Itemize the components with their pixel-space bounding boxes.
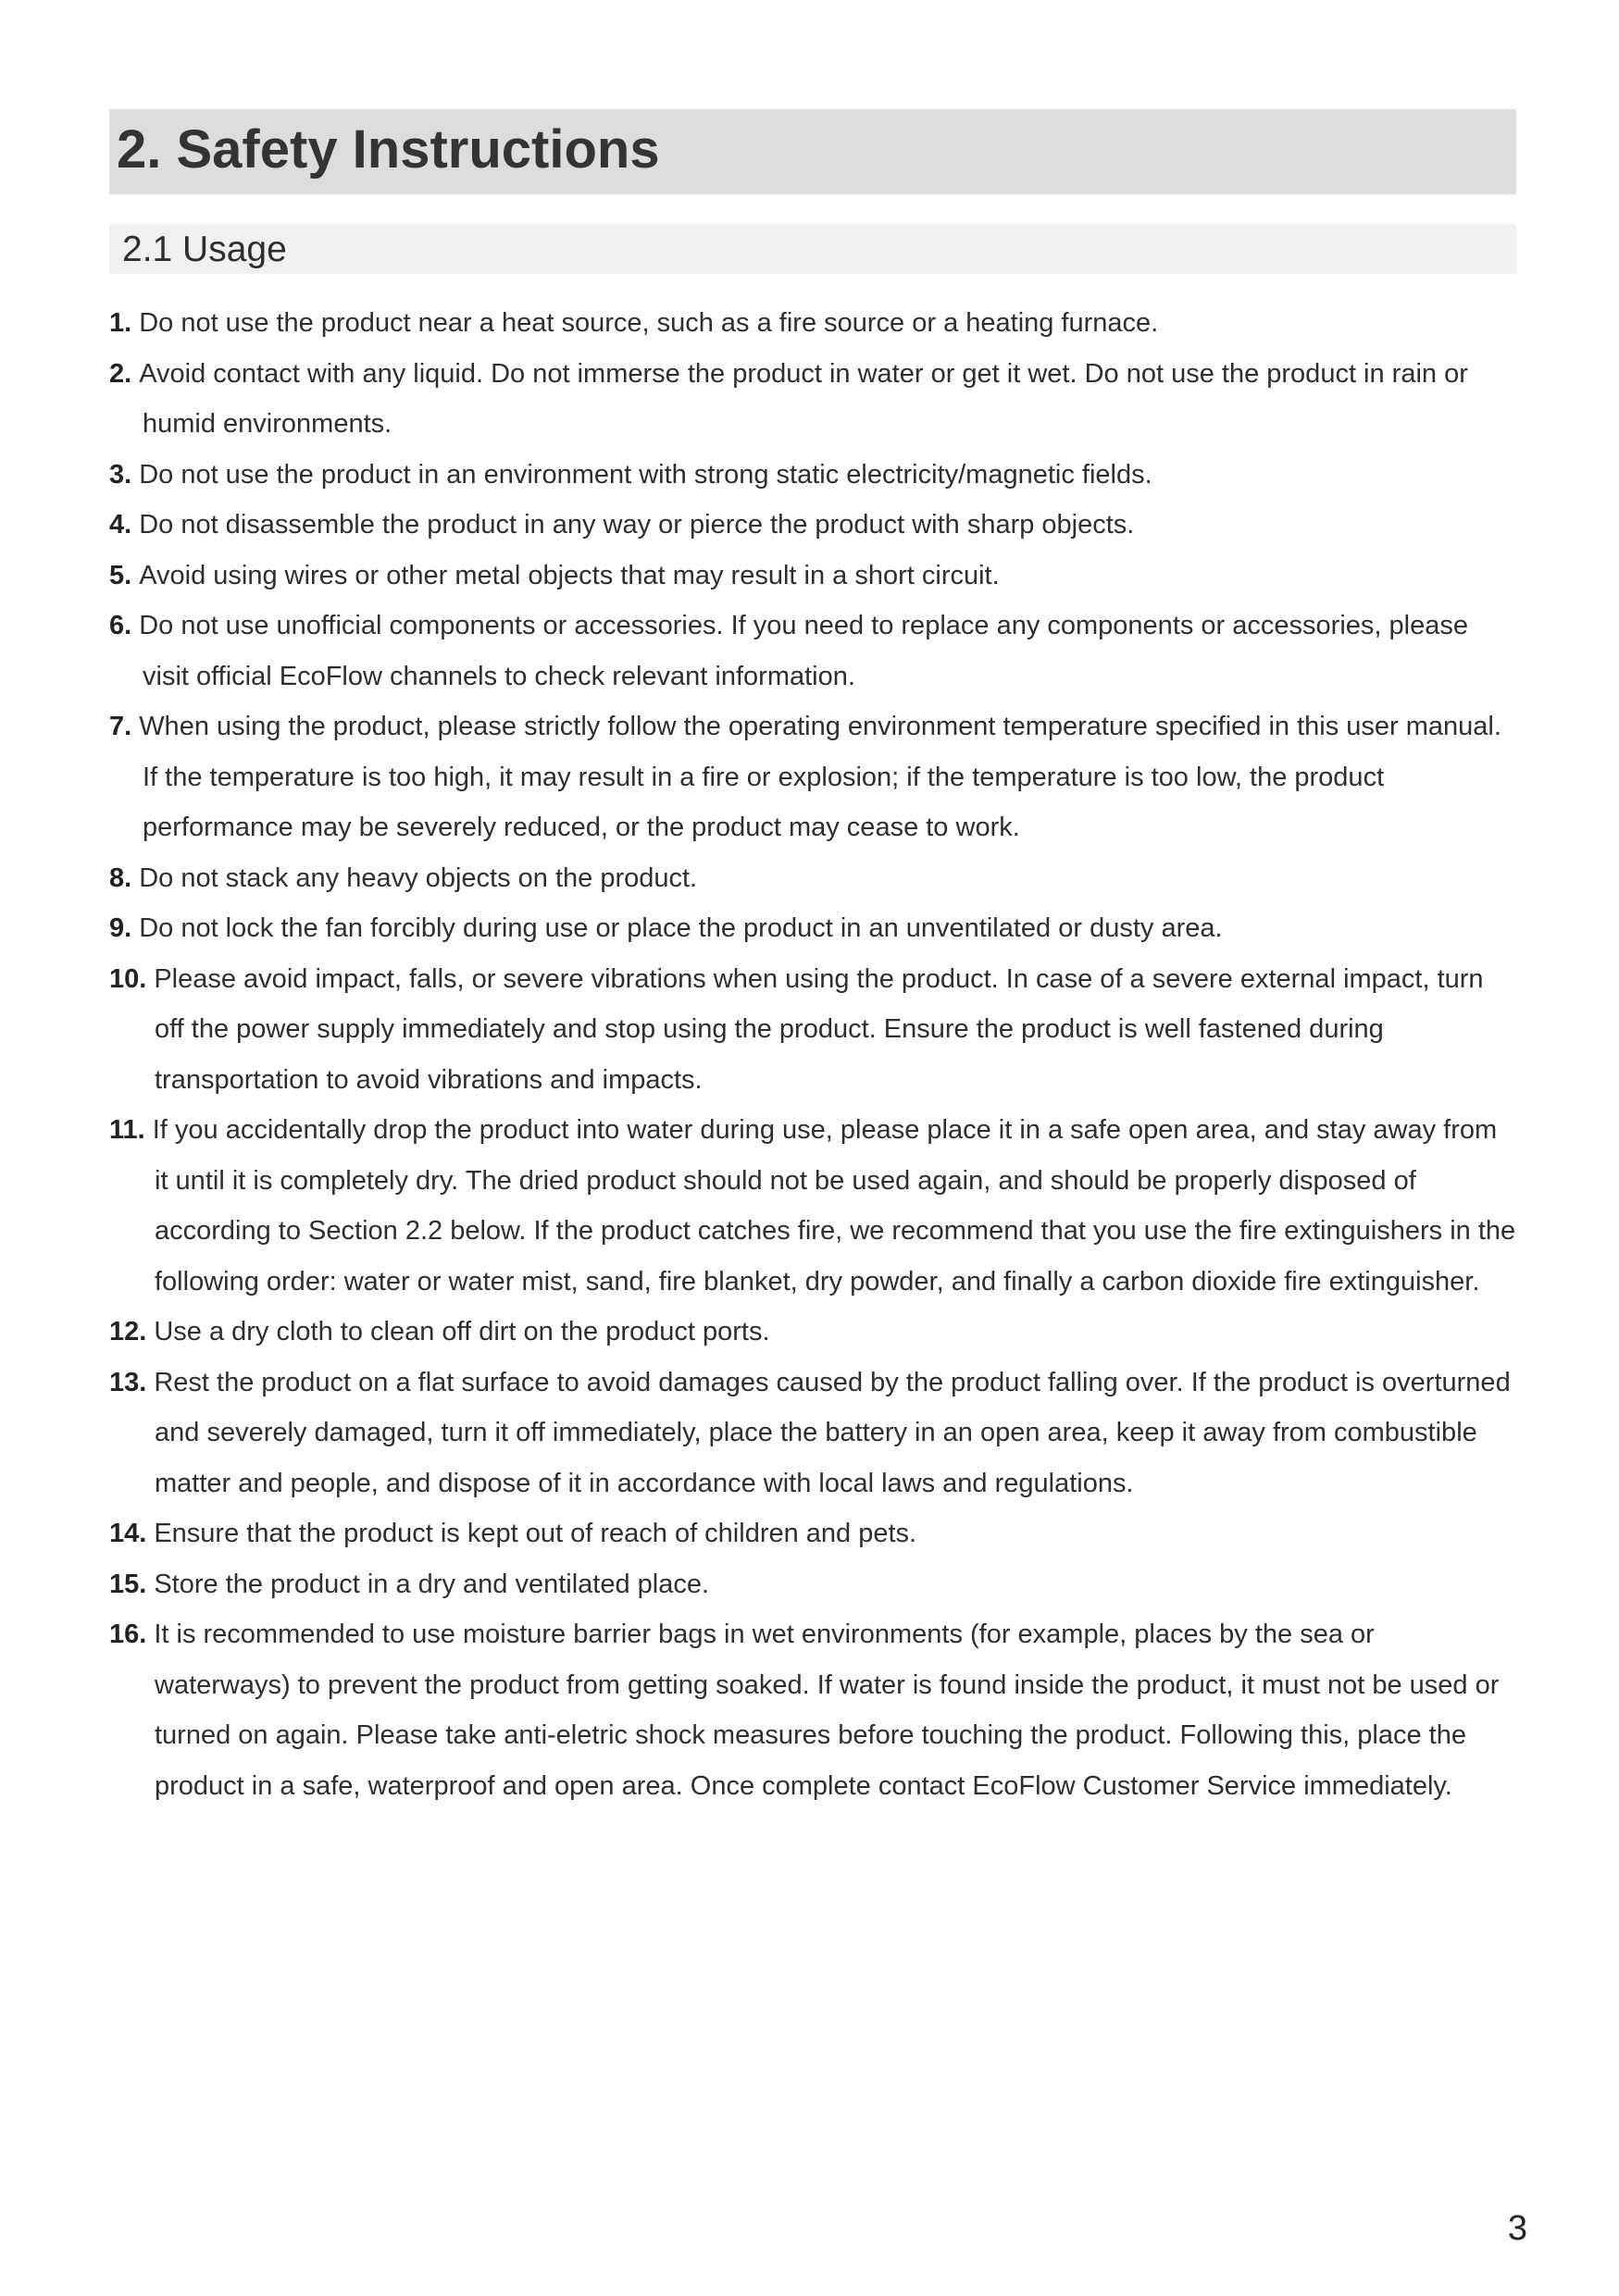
item-text: It is recommended to use moisture barrier bags in wet environments (for example, places by the sea or waterways) to prevent the product from getting soaked. If water is found inside the product, it must not be used or turned on again. Please take anti-eletric shock measures before touching the product. Following this, place the product in a safe, waterproof and open area. Once complete contact EcoFlow Customer Service immediately. — [154, 1620, 1500, 1801]
item-number: 7. — [109, 712, 132, 741]
item-number: 3. — [109, 459, 132, 490]
item-text: If you accidentally drop the product into water during use, please place it in a safe open area, and stay away from it until it is completely dry. The dried product should not be used again, and should be properly disposed of according to Section 2.2 below. If the product catches fire, we recommend that you use the fire extinguishers in the following order: water or water mist, sand, fire blanket, dry powder, and finally a carbon dioxide fire extinguisher. — [152, 1115, 1516, 1297]
item-number: 5. — [109, 560, 132, 590]
instruction-item — [109, 551, 1516, 602]
instruction-item — [109, 1609, 1516, 1811]
section-header — [109, 109, 1516, 194]
item-number: 11. — [109, 1115, 145, 1145]
instruction-item — [109, 1508, 1516, 1559]
item-text: Store the product in a dry and ventilated place. — [154, 1569, 710, 1599]
instruction-item — [109, 1307, 1516, 1358]
instruction-item — [109, 500, 1516, 551]
section-title: 2. Safety Instructions — [117, 119, 660, 180]
item-number: 13. — [109, 1367, 147, 1397]
item-text: Do not use unofficial components or accessories. If you need to replace any components or accessories, please visit official EcoFlow channels to check relevant information. — [139, 611, 1468, 691]
item-text: Rest the product on a flat surface to avoid damages caused by the product falling over. If the product is overturned and severely damaged, turn it off immediately, place the battery in an open area, keep it away from combustible matter and people, and dispose of it in accordance with local laws and regulations. — [154, 1367, 1511, 1498]
item-text: Do not disassemble the product in any way or pierce the product with sharp objects. — [139, 510, 1135, 540]
item-number: 16. — [109, 1620, 147, 1649]
item-text: Avoid using wires or other metal objects that may result in a short circuit. — [139, 560, 1000, 590]
item-number: 2. — [109, 358, 132, 389]
instruction-list — [109, 298, 1516, 1811]
page-number: 3 — [1507, 2209, 1527, 2248]
instruction-item — [109, 298, 1516, 349]
item-number: 4. — [109, 510, 132, 540]
instruction-item — [109, 601, 1516, 701]
item-number: 14. — [109, 1519, 147, 1548]
item-text: When using the product, please strictly follow the operating environment temperature specified in this user manual. If the temperature is too high, it may result in a fire or explosion; if the temperature is too low, the product performance may be severely reduced, or the product may cease to work. — [139, 712, 1501, 842]
instruction-item — [109, 954, 1516, 1106]
instruction-item — [109, 349, 1516, 450]
instruction-item — [109, 1105, 1516, 1307]
subsection-title: 2.1 Usage — [122, 230, 287, 269]
item-number: 9. — [109, 913, 132, 943]
item-number: 6. — [109, 611, 132, 640]
item-number: 10. — [109, 963, 147, 994]
item-text: Avoid contact with any liquid. Do not immerse the product in water or get it wet. Do not use the product in rain or humid environments. — [139, 358, 1468, 439]
item-number: 8. — [109, 863, 132, 893]
item-text: Do not use the product in an environment with strong static electricity/magnetic fields. — [139, 459, 1152, 490]
subsection-header — [109, 224, 1516, 274]
instruction-item — [109, 903, 1516, 954]
item-text: Do not use the product near a heat source, such as a fire source or a heating furnace. — [139, 308, 1159, 338]
instruction-item — [109, 701, 1516, 853]
item-text: Use a dry cloth to clean off dirt on the product ports. — [154, 1317, 770, 1347]
instruction-item — [109, 1358, 1516, 1509]
item-number: 1. — [109, 308, 132, 338]
item-text: Do not stack any heavy objects on the product. — [139, 863, 698, 893]
instruction-item — [109, 853, 1516, 904]
item-text: Ensure that the product is kept out of reach of children and pets. — [154, 1519, 917, 1548]
item-text: Please avoid impact, falls, or severe vibrations when using the product. In case of a severe external impact, turn off the power supply immediately and stop using the product. Ensure the product is well fastened during transportation to avoid vibrations and impacts. — [154, 963, 1484, 1095]
item-number: 15. — [109, 1569, 147, 1599]
instruction-item — [109, 450, 1516, 501]
instruction-item — [109, 1559, 1516, 1610]
item-text: Do not lock the fan forcibly during use or place the product in an unventilated or dusty area. — [139, 913, 1223, 943]
item-number: 12. — [109, 1317, 147, 1347]
